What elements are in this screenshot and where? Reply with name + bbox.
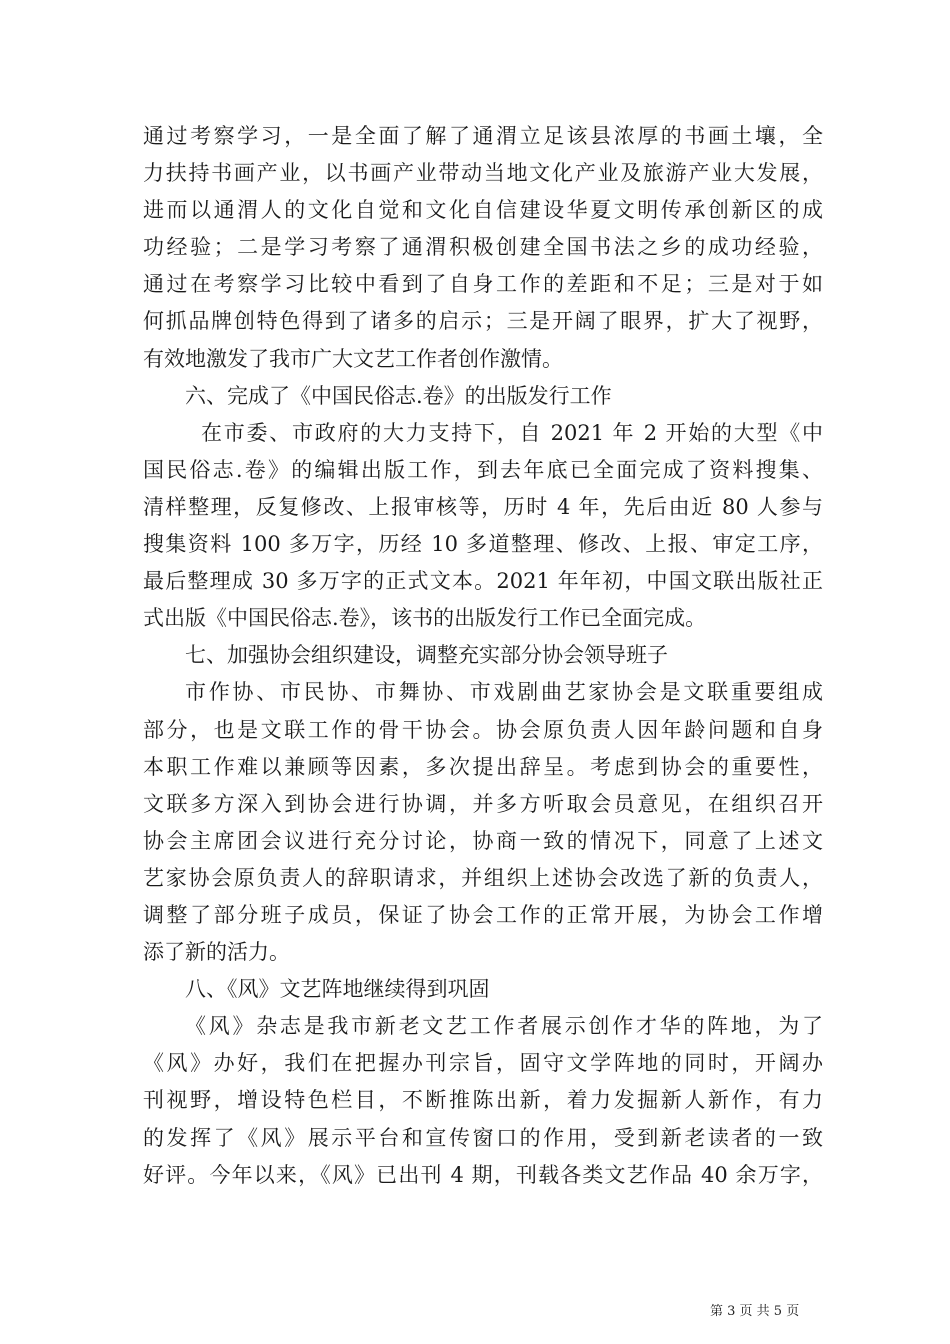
paragraph-line: 市作协、市民协、市舞协、市戏剧曲艺家协会是文联重要组成 xyxy=(185,680,823,705)
paragraph-line: 本职工作难以兼顾等因素，多次提出辞呈。考虑到协会的重要性， xyxy=(143,754,823,779)
paragraph-line: 调整了部分班子成员，保证了协会工作的正常开展，为协会工作增 xyxy=(143,902,823,927)
section-heading-6: 六、完成了《中国民俗志.卷》的出版发行工作 xyxy=(185,383,612,408)
paragraph-line: 通过在考察学习比较中看到了自身工作的差距和不足；三是对于如 xyxy=(143,272,823,297)
paragraph-line: 协会主席团会议进行充分讨论，协商一致的情况下，同意了上述文 xyxy=(143,828,823,853)
paragraph-line: 进而以通渭人的文化自觉和文化自信建设华夏文明传承创新区的成 xyxy=(143,198,823,223)
paragraph-line: 好评。今年以来，《风》已出刊 4 期，刊载各类文艺作品 40 余万字， xyxy=(143,1162,823,1187)
paragraph-line: 在市委、市政府的大力支持下，自 2021 年 2 开始的大型《中 xyxy=(201,420,823,445)
paragraph-line: 的发挥了《风》展示平台和宣传窗口的作用，受到新老读者的一致 xyxy=(143,1125,823,1150)
paragraph-line: 何抓品牌创特色得到了诸多的启示；三是开阔了眼界，扩大了视野， xyxy=(143,309,823,334)
paragraph-line: 功经验；二是学习考察了通渭积极创建全国书法之乡的成功经验， xyxy=(143,235,823,260)
paragraph-line: 《风》办好，我们在把握办刊宗旨，固守文学阵地的同时，开阔办 xyxy=(143,1051,823,1076)
paragraph-line: 通过考察学习，一是全面了解了通渭立足该县浓厚的书画土壤，全 xyxy=(143,124,823,148)
paragraph-line: 力扶持书画产业，以书画产业带动当地文化产业及旅游产业大发展， xyxy=(143,161,823,186)
page-number: 第 3 页 共 5 页 xyxy=(710,1304,800,1319)
paragraph-line: 最后整理成 30 多万字的正式文本。2021 年年初，中国文联出版社正 xyxy=(143,569,823,594)
document-body xyxy=(143,118,823,1194)
paragraph-line: 部分，也是文联工作的骨干协会。协会原负责人因年龄问题和自身 xyxy=(143,717,823,742)
paragraph-line: 刊视野，增设特色栏目，不断推陈出新，着力发掘新人新作，有力 xyxy=(143,1088,823,1113)
paragraph-line: 清样整理，反复修改、上报审核等，历时 4 年，先后由近 80 人参与 xyxy=(143,494,823,519)
section-heading-7: 七、加强协会组织建设，调整充实部分协会领导班子 xyxy=(185,643,668,668)
paragraph-line: 式出版《中国民俗志.卷》，该书的出版发行工作已全面完成。 xyxy=(143,606,707,631)
paragraph-line: 添了新的活力。 xyxy=(143,940,290,965)
paragraph-line: 《风》杂志是我市新老文艺工作者展示创作才华的阵地，为了 xyxy=(185,1014,823,1039)
paragraph-line: 国民俗志.卷》的编辑出版工作，到去年底已全面完成了资料搜集、 xyxy=(143,457,823,482)
section-heading-8: 八、《风》文艺阵地继续得到巩固 xyxy=(185,977,490,1002)
paragraph-line: 文联多方深入到协会进行协调，并多方听取会员意见，在组织召开 xyxy=(143,791,823,816)
paragraph-line: 搜集资料 100 多万字，历经 10 多道整理、修改、上报、审定工序， xyxy=(143,532,823,557)
paragraph-line: 有效地激发了我市广大文艺工作者创作激情。 xyxy=(143,346,563,371)
paragraph-line: 艺家协会原负责人的辞职请求，并组织上述协会改选了新的负责人， xyxy=(143,865,823,890)
